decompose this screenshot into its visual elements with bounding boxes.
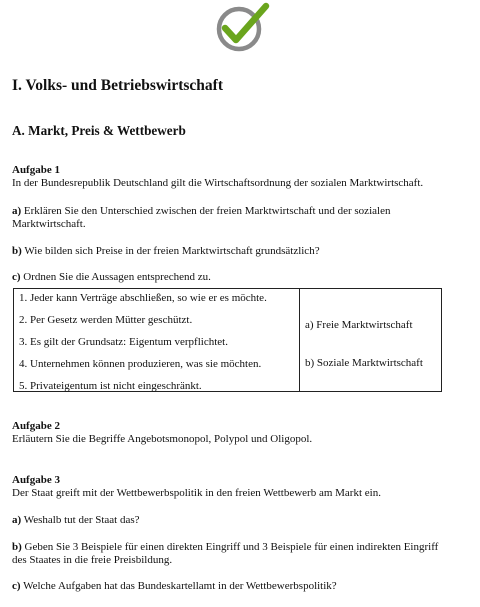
task-3a-text: Weshalb tut der Staat das? [23,514,140,526]
statement-5: 5. Privateigentum ist nicht eingeschränkt. [19,380,202,392]
chapter-heading: I. Volks- und Betriebswirtschaft [12,77,223,94]
task-3b-text-line1: Geben Sie 3 Beispiele für einen direkten Eingriff und 3 Beispiele für einen indirekten Eingriff [24,541,439,553]
task-1b-label: b) [12,245,22,257]
task-1-intro: In der Bundesrepublik Deutschland gilt die Wirtschaftsordnung der sozialen Marktwirtschaft. [12,177,424,189]
task-3c-label: c) [12,580,21,592]
task-1a-text-line1: Erklären Sie den Unterschied zwischen der freien Marktwirtschaft und der sozialen [23,205,391,217]
section-heading: A. Markt, Preis & Wettbewerb [12,123,186,138]
task-3b-label: b) [12,541,22,553]
assignment-table [13,288,442,392]
task-3b [12,541,438,554]
task-1c-label: c) [12,271,21,283]
task-3-intro: Der Staat greift mit der Wettbewerbspolitik in den freien Wettbewerb am Markt ein. [12,487,381,499]
task-1-title: Aufgabe 1 [12,164,60,176]
task-3a-label: a) [12,514,22,526]
task-1b [12,245,320,258]
task-1a-label: a) [12,205,22,217]
task-1b-text: Wie bilden sich Preise in der freien Marktwirtschaft grundsätzlich? [24,245,320,257]
table-divider [299,289,300,391]
task-1c [12,271,211,284]
task-2-text: Erläutern Sie die Begriffe Angebotsmonopol, Polypol und Oligopol. [12,433,313,445]
task-1a-text-line2: Marktwirtschaft. [12,218,86,230]
statement-3: 3. Es gilt der Grundsatz: Eigentum verpflichtet. [19,336,228,348]
task-1c-text: Ordnen Sie die Aussagen entsprechend zu. [23,271,211,283]
task-3c [12,580,337,593]
task-3-title: Aufgabe 3 [12,474,60,486]
task-3c-text: Welche Aufgaben hat das Bundeskartellamt in der Wettbewerbspolitik? [23,580,337,592]
statement-2: 2. Per Gesetz werden Mütter geschützt. [19,314,193,326]
option-a: a) Freie Marktwirtschaft [305,319,413,331]
task-1a [12,205,390,218]
statement-4: 4. Unternehmen können produzieren, was sie möchten. [19,358,262,370]
task-3a [12,514,140,527]
option-b: b) Soziale Marktwirtschaft [305,357,423,369]
task-2-title: Aufgabe 2 [12,420,60,432]
checkmark-circle-icon [214,2,270,52]
task-3b-text-line2: des Staates in die freie Preisbildung. [12,554,173,566]
statement-1: 1. Jeder kann Verträge abschließen, so wie er es möchte. [19,292,267,304]
